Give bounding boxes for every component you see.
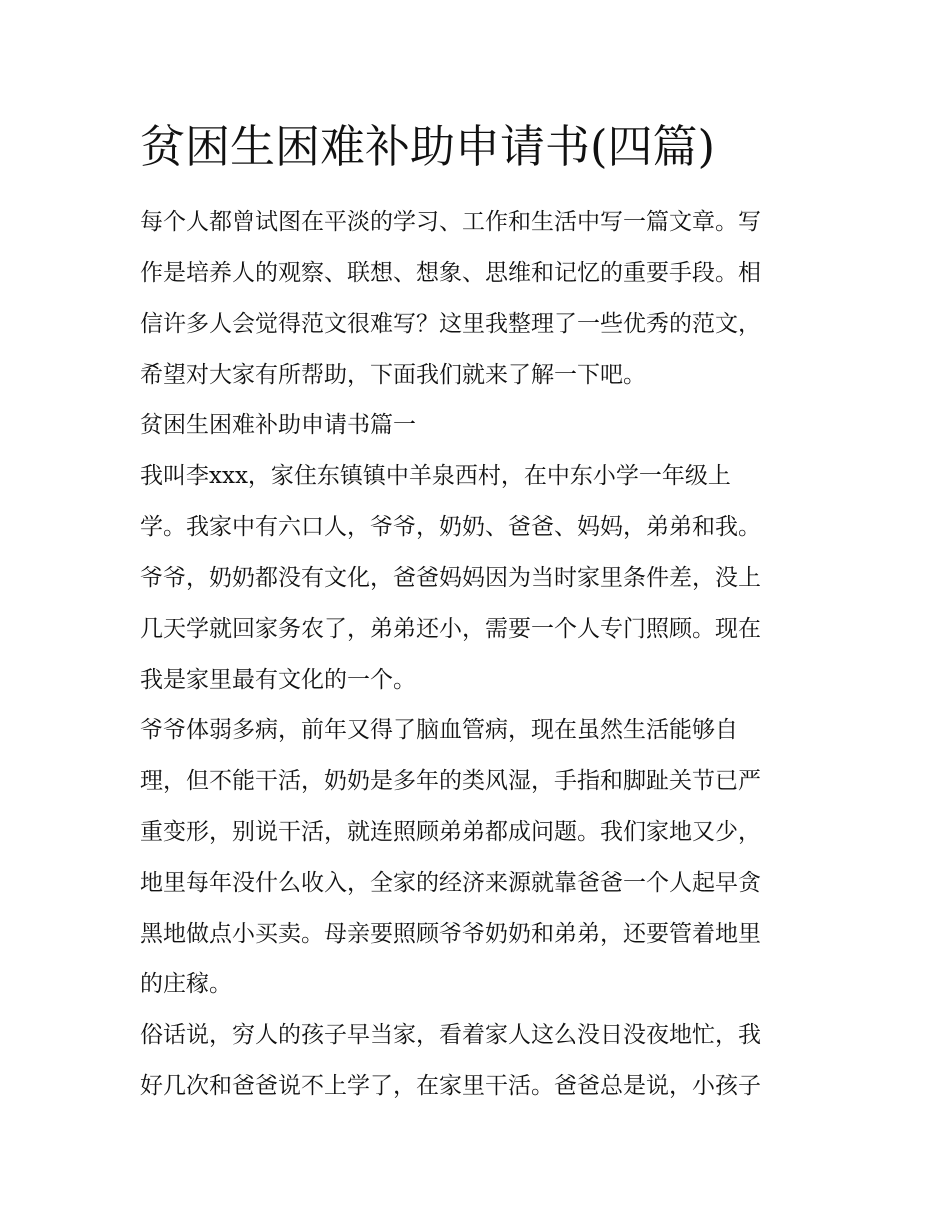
- body-line: 的庄稼。: [140, 971, 232, 997]
- body-line: 学。我家中有六口人，爷爷，奶奶、爸爸、妈妈，弟弟和我。: [140, 514, 761, 540]
- document-title: 贫困生困难补助申请书(四篇): [140, 120, 716, 173]
- body-line: 地里每年没什么收入，全家的经济来源就靠爸爸一个人起早贪: [140, 870, 761, 896]
- body-line: 理，但不能干活，奶奶是多年的类风湿，手指和脚趾关节已严: [140, 768, 761, 794]
- body-line: 我叫李xxx，家住东镇镇中羊泉西村，在中东小学一年级上: [140, 463, 731, 489]
- body-line: 爷爷，奶奶都没有文化，爸爸妈妈因为当时家里条件差，没上: [140, 565, 761, 591]
- body-line: 好几次和爸爸说不上学了，在家里干活。爸爸总是说，小孩子: [140, 1073, 761, 1099]
- body-line: 我是家里最有文化的一个。: [140, 667, 416, 693]
- section-heading: 贫困生困难补助申请书篇一: [140, 412, 416, 438]
- body-line: 黑地做点小买卖。母亲要照顾爷爷奶奶和弟弟，还要管着地里: [140, 921, 761, 947]
- body-line: 每个人都曾试图在平淡的学习、工作和生活中写一篇文章。写: [140, 209, 761, 235]
- body-line: 作是培养人的观察、联想、想象、思维和记忆的重要手段。相: [140, 260, 761, 286]
- body-line: 信许多人会觉得范文很难写？这里我整理了一些优秀的范文，: [140, 311, 761, 337]
- body-line: 俗话说，穷人的孩子早当家，看着家人这么没日没夜地忙，我: [140, 1022, 761, 1048]
- body-line: 几天学就回家务农了，弟弟还小，需要一个人专门照顾。现在: [140, 616, 761, 642]
- body-line: 希望对大家有所帮助，下面我们就来了解一下吧。: [140, 362, 646, 388]
- body-line: 爷爷体弱多病，前年又得了脑血管病，现在虽然生活能够自: [140, 717, 738, 743]
- body-line: 重变形，别说干活，就连照顾弟弟都成问题。我们家地又少，: [140, 819, 761, 845]
